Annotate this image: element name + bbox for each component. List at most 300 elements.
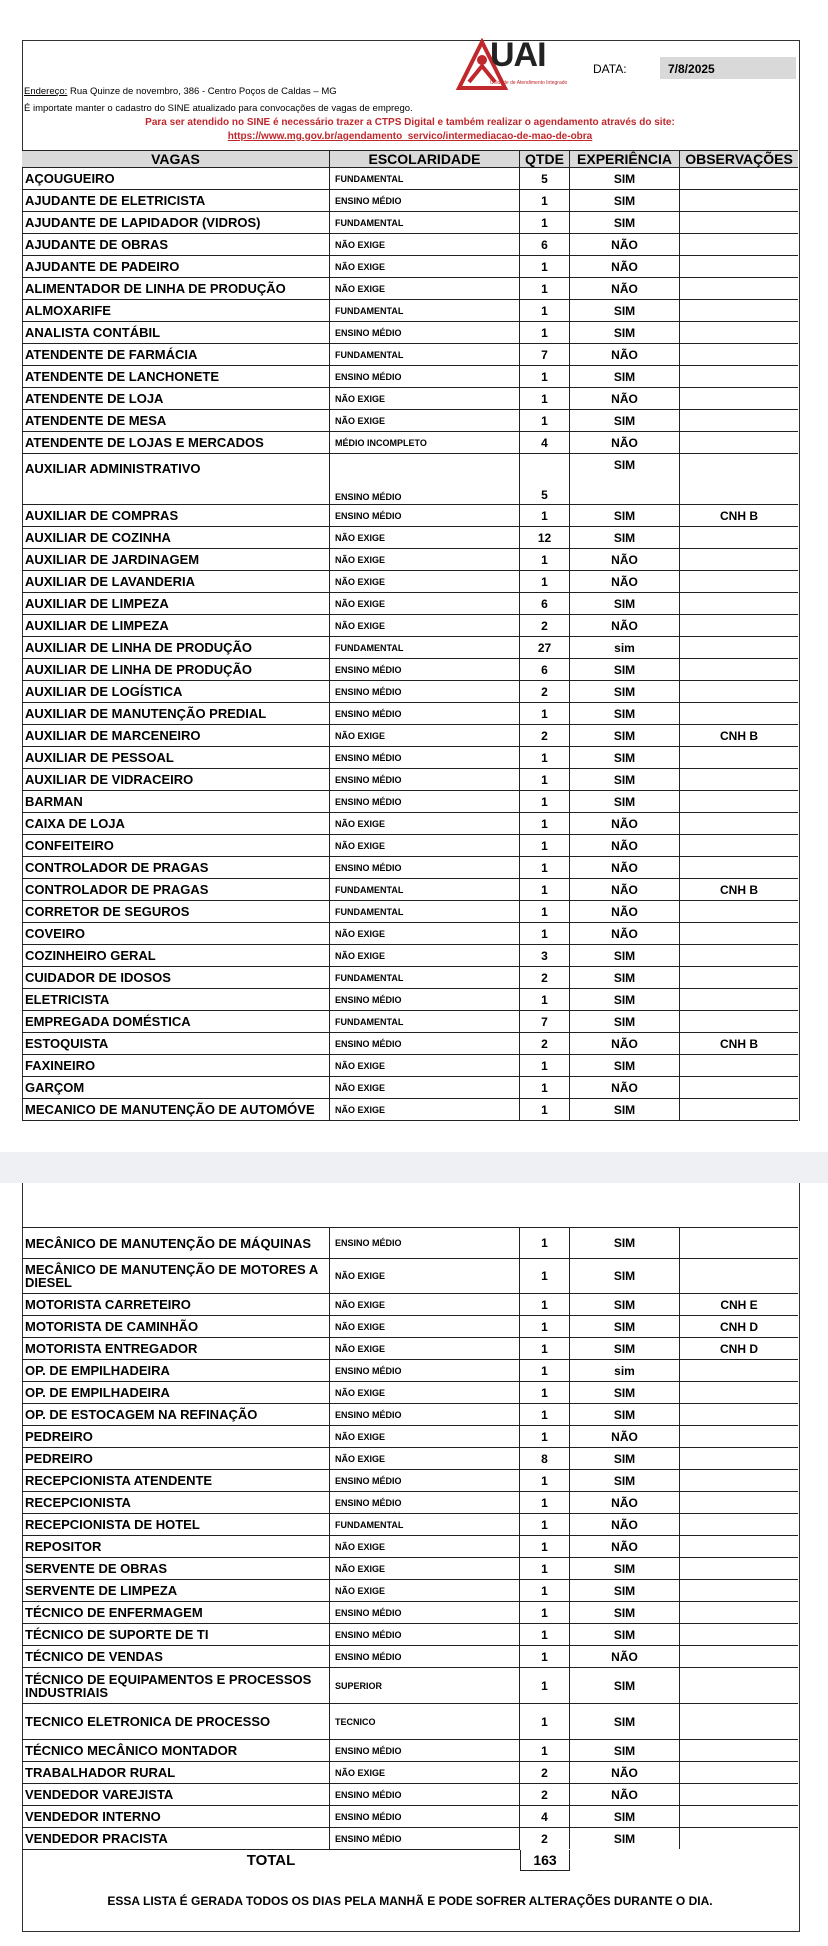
education: ENSINO MÉDIO: [330, 1602, 520, 1623]
education: NÃO EXIGE: [330, 1558, 520, 1579]
table-row: [22, 1315, 798, 1337]
job-title: FAXINEIRO: [22, 1055, 330, 1076]
job-title: CORRETOR DE SEGUROS: [22, 901, 330, 922]
experience: SIM: [570, 1338, 680, 1359]
table-row: [22, 1447, 798, 1469]
quantity: 1: [520, 1360, 570, 1381]
quantity: 1: [520, 1382, 570, 1403]
quantity: 4: [520, 1806, 570, 1827]
quantity: 1: [520, 1294, 570, 1315]
observations: [680, 747, 798, 768]
experience: SIM: [570, 1259, 680, 1293]
job-title: ANALISTA CONTÁBIL: [22, 322, 330, 343]
experience: SIM: [570, 1828, 680, 1849]
experience: NÃO: [570, 1077, 680, 1098]
experience: NÃO: [570, 1784, 680, 1805]
observations: [680, 432, 798, 453]
experience: SIM: [570, 505, 680, 526]
education: FUNDAMENTAL: [330, 1011, 520, 1032]
experience: NÃO: [570, 1536, 680, 1557]
education: ENSINO MÉDIO: [330, 505, 520, 526]
job-title: CUIDADOR DE IDOSOS: [22, 967, 330, 988]
quantity: 2: [520, 967, 570, 988]
job-title: ALMOXARIFE: [22, 300, 330, 321]
quantity: 1: [520, 791, 570, 812]
quantity: 2: [520, 615, 570, 636]
quantity: 1: [520, 1536, 570, 1557]
education: NÃO EXIGE: [330, 1259, 520, 1293]
quantity: 1: [520, 879, 570, 900]
education: ENSINO MÉDIO: [330, 454, 520, 504]
education: ENSINO MÉDIO: [330, 190, 520, 211]
table-row: [22, 211, 798, 233]
education: FUNDAMENTAL: [330, 212, 520, 233]
quantity: 3: [520, 945, 570, 966]
table-row: [22, 321, 798, 343]
table-row: [22, 966, 798, 988]
job-title: AUXILIAR DE LIMPEZA: [22, 615, 330, 636]
experience: SIM: [570, 1602, 680, 1623]
education: FUNDAMENTAL: [330, 637, 520, 658]
quantity: 5: [520, 168, 570, 189]
table-row: [22, 790, 798, 812]
observations: [680, 190, 798, 211]
table-row: [22, 1513, 798, 1535]
job-title: TRABALHADOR RURAL: [22, 1762, 330, 1783]
experience: SIM: [570, 593, 680, 614]
observations: [680, 791, 798, 812]
experience: SIM: [570, 1558, 680, 1579]
experience: SIM: [570, 1294, 680, 1315]
education: ENSINO MÉDIO: [330, 1470, 520, 1491]
quantity: 1: [520, 1228, 570, 1258]
table-row: [22, 167, 798, 189]
observations: [680, 989, 798, 1010]
observations: [680, 1704, 798, 1739]
job-title: AJUDANTE DE ELETRICISTA: [22, 190, 330, 211]
table-row: [22, 233, 798, 255]
education: NÃO EXIGE: [330, 1536, 520, 1557]
experience: NÃO: [570, 1514, 680, 1535]
education: NÃO EXIGE: [330, 1099, 520, 1120]
quantity: 1: [520, 1426, 570, 1447]
education: TECNICO: [330, 1704, 520, 1739]
education: NÃO EXIGE: [330, 923, 520, 944]
education: NÃO EXIGE: [330, 593, 520, 614]
observations: [680, 1077, 798, 1098]
job-title: MOTORISTA DE CAMINHÃO: [22, 1316, 330, 1337]
education: ENSINO MÉDIO: [330, 1740, 520, 1761]
observations: CNH E: [720, 1297, 758, 1312]
education: ENSINO MÉDIO: [330, 1828, 520, 1849]
observations: [680, 1784, 798, 1805]
quantity: 1: [520, 278, 570, 299]
quantity: 1: [520, 1704, 570, 1739]
jobs-table-page2: [22, 1183, 798, 1871]
address-text: Rua Quinze de novembro, 386 - Centro Poços de Caldas – MG: [67, 86, 337, 97]
address-label: Endereço:: [24, 86, 68, 97]
total-value: 163: [520, 1850, 570, 1871]
observations: [680, 1404, 798, 1425]
experience: NÃO: [570, 571, 680, 592]
table-row: [22, 922, 798, 944]
table-row: [22, 277, 798, 299]
experience: SIM: [570, 725, 680, 746]
experience: NÃO: [570, 278, 680, 299]
table-row: [22, 680, 798, 702]
job-title: AÇOUGUEIRO: [22, 168, 330, 189]
experience: NÃO: [570, 256, 680, 277]
education: NÃO EXIGE: [330, 1316, 520, 1337]
observations: [680, 1099, 798, 1120]
observations: [680, 1448, 798, 1469]
quantity: 8: [520, 1448, 570, 1469]
footer-note: ESSA LISTA É GERADA TODOS OS DIAS PELA MANHÃ E PODE SOFRER ALTERAÇÕES DURANTE O DIA.: [107, 1894, 713, 1908]
education: NÃO EXIGE: [330, 1426, 520, 1447]
quantity: 6: [520, 593, 570, 614]
requirement-notice: Para ser atendido no SINE é necessário trazer a CTPS Digital e também realizar o agendamento através do site:: [145, 117, 675, 128]
education: ENSINO MÉDIO: [330, 769, 520, 790]
observations: [680, 1382, 798, 1403]
observations: [680, 857, 798, 878]
table-row: [22, 878, 798, 900]
experience: SIM: [570, 1404, 680, 1425]
experience: SIM: [570, 1470, 680, 1491]
table-row: [22, 1032, 798, 1054]
job-title: AUXILIAR DE LINHA DE PRODUÇÃO: [22, 637, 330, 658]
observations: [680, 1740, 798, 1761]
experience: SIM: [570, 747, 680, 768]
quantity: 2: [520, 1784, 570, 1805]
experience: NÃO: [570, 835, 680, 856]
education: NÃO EXIGE: [330, 549, 520, 570]
table-row: [22, 768, 798, 790]
job-title: CAIXA DE LOJA: [22, 813, 330, 834]
job-title: AUXILIAR DE PESSOAL: [22, 747, 330, 768]
table-row: [22, 1535, 798, 1557]
observations: [680, 234, 798, 255]
observations: [680, 593, 798, 614]
observations: [680, 344, 798, 365]
education: ENSINO MÉDIO: [330, 1492, 520, 1513]
table-row: [22, 614, 798, 636]
quantity: 1: [520, 1624, 570, 1645]
observations: [680, 637, 798, 658]
job-title: AJUDANTE DE LAPIDADOR (VIDROS): [22, 212, 330, 233]
education: ENSINO MÉDIO: [330, 1624, 520, 1645]
quantity: 2: [520, 1762, 570, 1783]
education: FUNDAMENTAL: [330, 879, 520, 900]
experience: SIM: [570, 791, 680, 812]
quantity: 1: [520, 1259, 570, 1293]
quantity: 1: [520, 1055, 570, 1076]
job-title: MOTORISTA CARRETEIRO: [22, 1294, 330, 1315]
education: NÃO EXIGE: [330, 1338, 520, 1359]
observations: CNH B: [720, 728, 758, 743]
table-row: [22, 1579, 798, 1601]
experience: NÃO: [570, 432, 680, 453]
table-row: [22, 834, 798, 856]
job-title: AUXILIAR DE MARCENEIRO: [22, 725, 330, 746]
experience: SIM: [570, 945, 680, 966]
job-title: TÉCNICO MECÂNICO MONTADOR: [22, 1740, 330, 1761]
job-title: BARMAN: [22, 791, 330, 812]
table-row: [22, 387, 798, 409]
quantity: 1: [520, 322, 570, 343]
observations: [680, 1259, 798, 1293]
observations: CNH B: [720, 508, 758, 523]
observations: [680, 278, 798, 299]
date-value: 7/8/2025: [668, 62, 715, 76]
quantity: 1: [520, 256, 570, 277]
observations: [680, 212, 798, 233]
experience: SIM: [570, 1580, 680, 1601]
job-title: SERVENTE DE LIMPEZA: [22, 1580, 330, 1601]
experience: SIM: [570, 1668, 680, 1703]
table-row: [22, 1010, 798, 1032]
observations: [680, 300, 798, 321]
education: ENSINO MÉDIO: [330, 989, 520, 1010]
quantity: 7: [520, 344, 570, 365]
quantity: 1: [520, 190, 570, 211]
table-row: [22, 1557, 798, 1579]
quantity: 7: [520, 1011, 570, 1032]
observations: [680, 967, 798, 988]
scheduling-link[interactable]: https://www.mg.gov.br/agendamento_servico/intermediacao-de-mao-de-obra: [227, 131, 593, 142]
experience: SIM: [570, 168, 680, 189]
table-row: [22, 1805, 798, 1827]
observations: [680, 1426, 798, 1447]
education: FUNDAMENTAL: [330, 1514, 520, 1535]
table-row: [22, 504, 798, 526]
table-row: [22, 724, 798, 746]
job-title: AUXILIAR DE LAVANDERIA: [22, 571, 330, 592]
experience: SIM: [570, 659, 680, 680]
education: ENSINO MÉDIO: [330, 1646, 520, 1667]
notice-text: É importate manter o cadastro do SINE atualizado para convocações de vagas de emprego.: [24, 103, 413, 114]
job-title: VENDEDOR PRACISTA: [22, 1828, 330, 1849]
experience: SIM: [570, 769, 680, 790]
experience: SIM: [570, 1740, 680, 1761]
table-row: [22, 658, 798, 680]
total-row: [22, 1849, 557, 1871]
table-row: [22, 636, 798, 658]
total-label: TOTAL: [246, 1852, 296, 1869]
quantity: 6: [520, 234, 570, 255]
education: ENSINO MÉDIO: [330, 1806, 520, 1827]
observations: [680, 923, 798, 944]
job-title: TÉCNICO DE SUPORTE DE TI: [22, 1624, 330, 1645]
job-title: AUXILIAR DE LOGÍSTICA: [22, 681, 330, 702]
job-title: RECEPCIONISTA ATENDENTE: [22, 1470, 330, 1491]
quantity: 1: [520, 747, 570, 768]
education: NÃO EXIGE: [330, 1055, 520, 1076]
education: NÃO EXIGE: [330, 256, 520, 277]
observations: [680, 1624, 798, 1645]
quantity: 5: [520, 454, 570, 504]
table-row: [22, 592, 798, 614]
job-title: AUXILIAR DE VIDRACEIRO: [22, 769, 330, 790]
quantity: 1: [520, 366, 570, 387]
table-row: [22, 1703, 798, 1739]
table-row: [22, 453, 798, 504]
table-row: [22, 1761, 798, 1783]
experience: NÃO: [570, 1646, 680, 1667]
education: NÃO EXIGE: [330, 234, 520, 255]
table-row: [22, 365, 798, 387]
experience: SIM: [570, 1228, 680, 1258]
job-title: ATENDENTE DE LOJA: [22, 388, 330, 409]
job-title: CONTROLADOR DE PRAGAS: [22, 879, 330, 900]
education: NÃO EXIGE: [330, 615, 520, 636]
table-row: [22, 548, 798, 570]
experience: SIM: [570, 1704, 680, 1739]
column-header-education: ESCOLARIDADE: [330, 151, 520, 167]
job-title: AUXILIAR ADMINISTRATIVO: [22, 454, 330, 504]
logo-subtitle: Unidade de Atendimento Integrado: [490, 80, 568, 86]
job-title: ELETRICISTA: [22, 989, 330, 1010]
table-row: [22, 1359, 798, 1381]
table-row: [22, 1739, 798, 1761]
education: ENSINO MÉDIO: [330, 659, 520, 680]
table-row: [22, 1381, 798, 1403]
experience: NÃO: [570, 813, 680, 834]
table-row: [22, 431, 798, 453]
quantity: 1: [520, 1099, 570, 1120]
observations: [680, 1514, 798, 1535]
quantity: 6: [520, 659, 570, 680]
observations: [680, 1492, 798, 1513]
experience: NÃO: [570, 234, 680, 255]
experience: SIM: [570, 1011, 680, 1032]
education: NÃO EXIGE: [330, 813, 520, 834]
quantity: 4: [520, 432, 570, 453]
experience: sim: [570, 637, 680, 658]
observations: [680, 1646, 798, 1667]
table-row: [22, 1783, 798, 1805]
table-row: [22, 988, 798, 1010]
experience: SIM: [570, 1448, 680, 1469]
education: FUNDAMENTAL: [330, 344, 520, 365]
job-title: VENDEDOR INTERNO: [22, 1806, 330, 1827]
education: ENSINO MÉDIO: [330, 791, 520, 812]
table-row: [22, 1403, 798, 1425]
observations: CNH B: [720, 882, 758, 897]
column-header-observations: OBSERVAÇÕES: [685, 151, 793, 167]
observations: [680, 527, 798, 548]
observations: [680, 388, 798, 409]
table-row: [22, 1227, 798, 1258]
quantity: 27: [520, 637, 570, 658]
education: SUPERIOR: [330, 1668, 520, 1703]
table-row: [22, 1667, 798, 1703]
observations: CNH B: [720, 1036, 758, 1051]
table-row: [22, 526, 798, 548]
quantity: 12: [520, 527, 570, 548]
education: NÃO EXIGE: [330, 945, 520, 966]
quantity: 1: [520, 212, 570, 233]
job-title: OP. DE ESTOCAGEM NA REFINAÇÃO: [22, 1404, 330, 1425]
table-row: [22, 1469, 798, 1491]
experience: SIM: [570, 703, 680, 724]
quantity: 2: [520, 1033, 570, 1054]
table-row: [22, 900, 798, 922]
quantity: 1: [520, 857, 570, 878]
education: NÃO EXIGE: [330, 835, 520, 856]
observations: [680, 322, 798, 343]
observations: [680, 1470, 798, 1491]
table-row: [22, 1623, 798, 1645]
quantity: 1: [520, 923, 570, 944]
experience: NÃO: [570, 879, 680, 900]
table-row: [22, 856, 798, 878]
job-title: MECÂNICO DE MANUTENÇÃO DE MOTORES A DIESEL: [22, 1259, 330, 1293]
observations: [680, 681, 798, 702]
logo-text: UAI: [490, 36, 546, 74]
job-title: EMPREGADA DOMÉSTICA: [22, 1011, 330, 1032]
experience: SIM: [570, 1055, 680, 1076]
quantity: 1: [520, 703, 570, 724]
observations: [680, 769, 798, 790]
education: FUNDAMENTAL: [330, 967, 520, 988]
table-row: [22, 1076, 798, 1098]
experience: SIM: [570, 300, 680, 321]
table-row: [22, 255, 798, 277]
job-title: CONFEITEIRO: [22, 835, 330, 856]
experience: SIM: [570, 1382, 680, 1403]
observations: [680, 256, 798, 277]
observations: [680, 1762, 798, 1783]
education: ENSINO MÉDIO: [330, 1228, 520, 1258]
observations: CNH D: [720, 1319, 758, 1334]
job-title: TÉCNICO DE VENDAS: [22, 1646, 330, 1667]
education: NÃO EXIGE: [330, 1077, 520, 1098]
observations: [680, 549, 798, 570]
table-row: [22, 1258, 798, 1293]
education: NÃO EXIGE: [330, 1580, 520, 1601]
quantity: 1: [520, 410, 570, 431]
experience: NÃO: [570, 857, 680, 878]
education: NÃO EXIGE: [330, 1448, 520, 1469]
table-bottom-border: [22, 1120, 798, 1121]
table-row: [22, 702, 798, 724]
education: NÃO EXIGE: [330, 278, 520, 299]
quantity: 1: [520, 505, 570, 526]
observations: [680, 366, 798, 387]
experience: SIM: [570, 1099, 680, 1120]
job-title: ALIMENTADOR DE LINHA DE PRODUÇÃO: [22, 278, 330, 299]
observations: [680, 1558, 798, 1579]
education: NÃO EXIGE: [330, 527, 520, 548]
education: ENSINO MÉDIO: [330, 747, 520, 768]
education: ENSINO MÉDIO: [330, 1404, 520, 1425]
table-row: [22, 299, 798, 321]
quantity: 1: [520, 813, 570, 834]
quantity: 2: [520, 1828, 570, 1849]
experience: SIM: [570, 322, 680, 343]
experience: NÃO: [570, 1033, 680, 1054]
table-row: [22, 570, 798, 592]
table-row: [22, 1293, 798, 1315]
table-row: [22, 1098, 798, 1120]
job-title: REPOSITOR: [22, 1536, 330, 1557]
experience: NÃO: [570, 615, 680, 636]
table-row: [22, 343, 798, 365]
page-two: [0, 1183, 828, 1946]
job-title: ATENDENTE DE LANCHONETE: [22, 366, 330, 387]
observations: CNH D: [720, 1341, 758, 1356]
job-title: ATENDENTE DE LOJAS E MERCADOS: [22, 432, 330, 453]
